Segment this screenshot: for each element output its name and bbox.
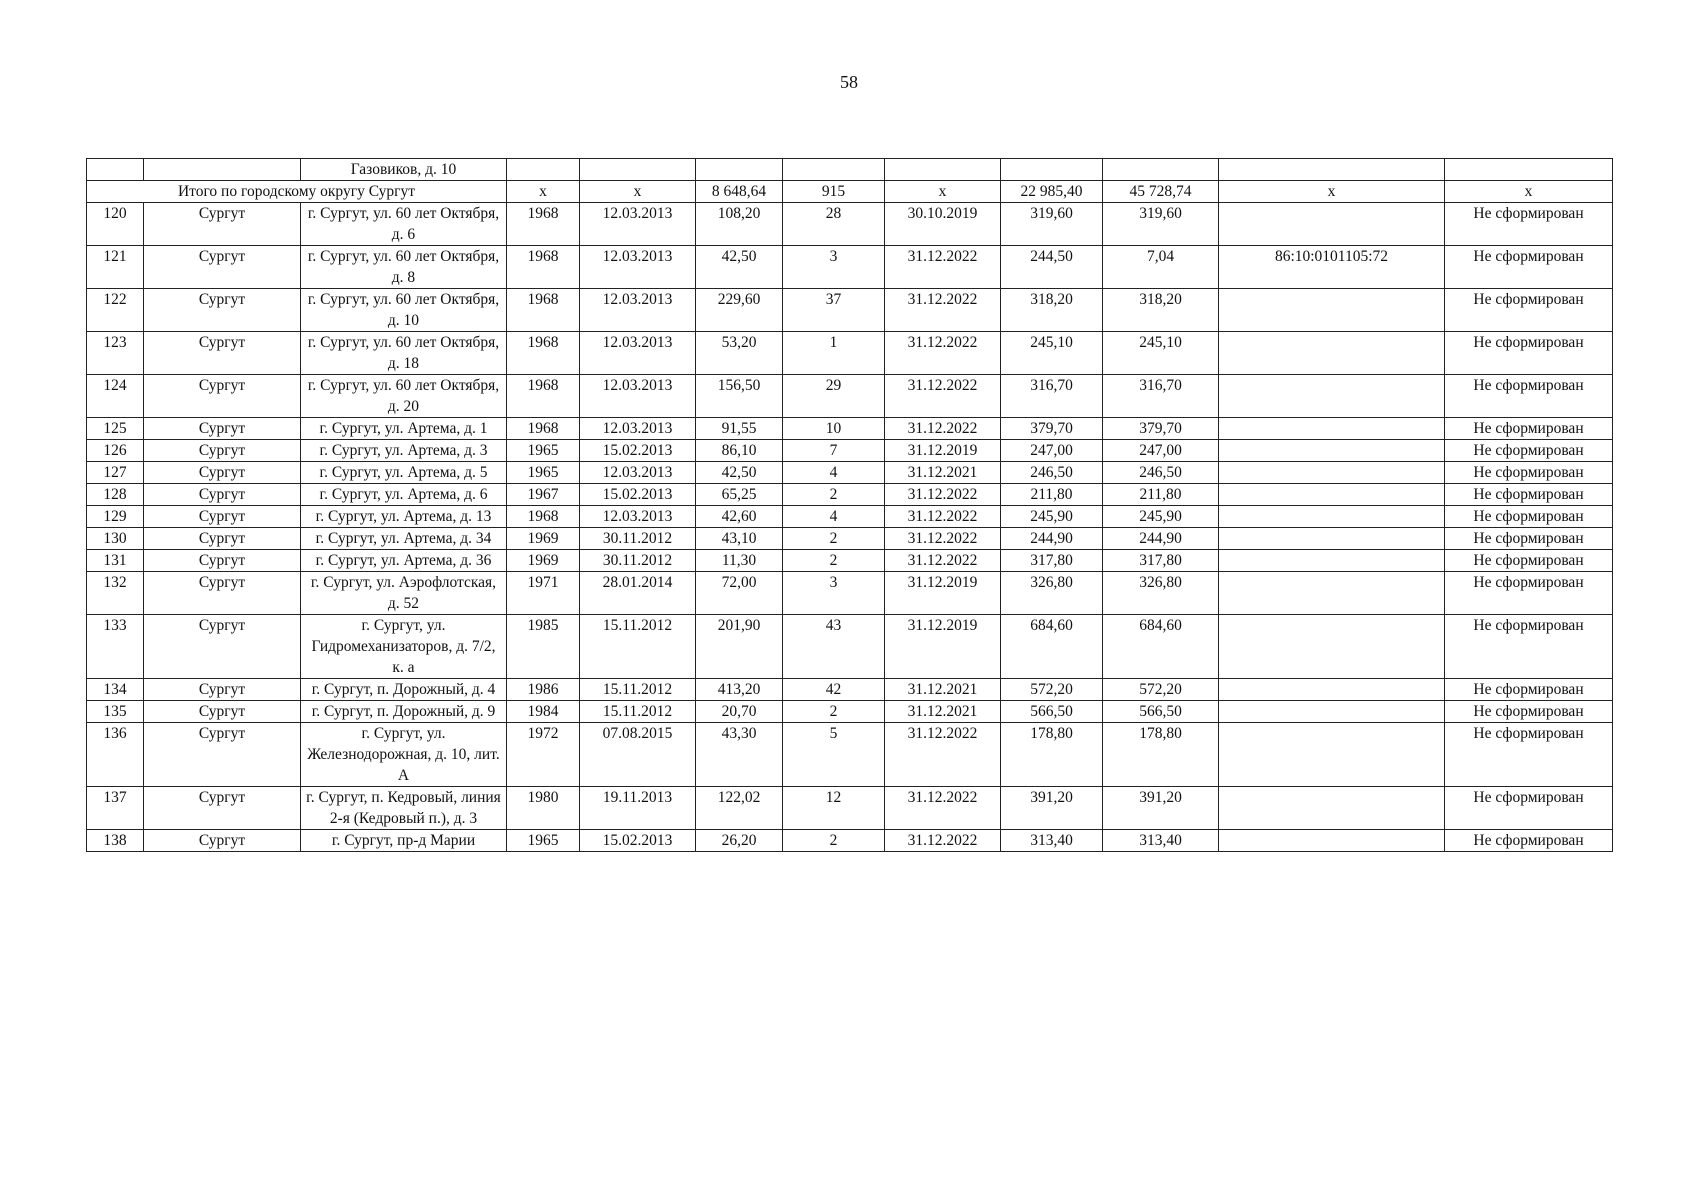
cell-city: Сургут bbox=[144, 830, 301, 852]
cell-area: 91,55 bbox=[696, 418, 783, 440]
total-count: 915 bbox=[783, 181, 885, 203]
cell-count: 5 bbox=[783, 723, 885, 787]
cell-deadline: 31.12.2022 bbox=[885, 528, 1001, 550]
cell-address: г. Сургут, ул. Гидромеханизаторов, д. 7/2, к. а bbox=[301, 615, 507, 679]
cell-count: 2 bbox=[783, 528, 885, 550]
cell-cadastral bbox=[1219, 506, 1445, 528]
cell-area: 201,90 bbox=[696, 615, 783, 679]
cell-area: 156,50 bbox=[696, 375, 783, 418]
table-row bbox=[87, 289, 1613, 332]
cell-date: 12.03.2013 bbox=[580, 203, 696, 246]
cell-area-living: 245,10 bbox=[1103, 332, 1219, 375]
cell-area-living: 245,90 bbox=[1103, 506, 1219, 528]
cell-count: 28 bbox=[783, 203, 885, 246]
cell-deadline: 31.12.2022 bbox=[885, 506, 1001, 528]
cell-status: Не сформирован bbox=[1445, 462, 1613, 484]
table-row bbox=[87, 246, 1613, 289]
cell-year: 1965 bbox=[507, 830, 580, 852]
cell-city: Сургут bbox=[144, 572, 301, 615]
cell-area-living: 211,80 bbox=[1103, 484, 1219, 506]
cell-count: 10 bbox=[783, 418, 885, 440]
total-area-total: 22 985,40 bbox=[1001, 181, 1103, 203]
cell-address: г. Сургут, п. Кедровый, линия 2-я (Кедровый п.), д. 3 bbox=[301, 787, 507, 830]
cell-date: 15.11.2012 bbox=[580, 615, 696, 679]
total-label: Итого по городскому округу Сургут bbox=[87, 181, 507, 203]
cell-address: г. Сургут, ул. Артема, д. 34 bbox=[301, 528, 507, 550]
cell-status: Не сформирован bbox=[1445, 723, 1613, 787]
cell-date: 12.03.2013 bbox=[580, 289, 696, 332]
cell-year: 1968 bbox=[507, 289, 580, 332]
cell-year: 1986 bbox=[507, 679, 580, 701]
cell-cadastral bbox=[1219, 572, 1445, 615]
table-row bbox=[87, 701, 1613, 723]
table-row bbox=[87, 462, 1613, 484]
cell-deadline: 31.12.2022 bbox=[885, 787, 1001, 830]
cell-area-living: 247,00 bbox=[1103, 440, 1219, 462]
cell-address: г. Сургут, ул. Железнодорожная, д. 10, лит. А bbox=[301, 723, 507, 787]
cell-count: 2 bbox=[783, 830, 885, 852]
cell-date: 12.03.2013 bbox=[580, 332, 696, 375]
cell-number: 132 bbox=[87, 572, 144, 615]
cell-deadline: 31.12.2019 bbox=[885, 572, 1001, 615]
total-date: х bbox=[580, 181, 696, 203]
cell-area-total: 245,90 bbox=[1001, 506, 1103, 528]
cell-cadastral bbox=[1219, 723, 1445, 787]
cell-address: г. Сургут, ул. Артема, д. 3 bbox=[301, 440, 507, 462]
cell-year: 1965 bbox=[507, 462, 580, 484]
cell-address: г. Сургут, ул. Артема, д. 13 bbox=[301, 506, 507, 528]
cell-date: 28.01.2014 bbox=[580, 572, 696, 615]
cell-area-living: 391,20 bbox=[1103, 787, 1219, 830]
cell-city: Сургут bbox=[144, 289, 301, 332]
cell-cadastral bbox=[1219, 332, 1445, 375]
cell-city: Сургут bbox=[144, 550, 301, 572]
cell-deadline: 31.12.2022 bbox=[885, 289, 1001, 332]
table-row bbox=[87, 787, 1613, 830]
cell-cadastral bbox=[1219, 418, 1445, 440]
cell-number: 134 bbox=[87, 679, 144, 701]
cell-status: Не сформирован bbox=[1445, 701, 1613, 723]
cell-cadastral: 86:10:0101105:72 bbox=[1219, 246, 1445, 289]
cell-city: Сургут bbox=[144, 787, 301, 830]
cell-year: 1972 bbox=[507, 723, 580, 787]
total-year: х bbox=[507, 181, 580, 203]
cell-count: 4 bbox=[783, 506, 885, 528]
total-area-living: 45 728,74 bbox=[1103, 181, 1219, 203]
cell-number: 130 bbox=[87, 528, 144, 550]
cell-area: 42,60 bbox=[696, 506, 783, 528]
cell-deadline: 31.12.2022 bbox=[885, 550, 1001, 572]
cell-area-total: 391,20 bbox=[1001, 787, 1103, 830]
cell-area: 86,10 bbox=[696, 440, 783, 462]
table-row bbox=[87, 572, 1613, 615]
cell-date: 30.11.2012 bbox=[580, 528, 696, 550]
cell-status: Не сформирован bbox=[1445, 679, 1613, 701]
cell-area-living: 572,20 bbox=[1103, 679, 1219, 701]
cell-area-total: 317,80 bbox=[1001, 550, 1103, 572]
cell-area: 53,20 bbox=[696, 332, 783, 375]
total-status: х bbox=[1445, 181, 1613, 203]
cell-area-total: 572,20 bbox=[1001, 679, 1103, 701]
cell-deadline: 31.12.2022 bbox=[885, 418, 1001, 440]
table-row bbox=[87, 203, 1613, 246]
cell-count: 43 bbox=[783, 615, 885, 679]
cell-area-total: 244,50 bbox=[1001, 246, 1103, 289]
cell-status: Не сформирован bbox=[1445, 506, 1613, 528]
table-row bbox=[87, 484, 1613, 506]
cell-deadline: 31.12.2019 bbox=[885, 440, 1001, 462]
cell-area-total: 379,70 bbox=[1001, 418, 1103, 440]
cell-status: Не сформирован bbox=[1445, 528, 1613, 550]
cell-area-living: 246,50 bbox=[1103, 462, 1219, 484]
cell-cadastral bbox=[1219, 830, 1445, 852]
cell-area: 42,50 bbox=[696, 462, 783, 484]
cell-city: Сургут bbox=[144, 723, 301, 787]
cell-area: 108,20 bbox=[696, 203, 783, 246]
cell-deadline: 31.12.2022 bbox=[885, 723, 1001, 787]
cell-date: 12.03.2013 bbox=[580, 418, 696, 440]
cell-city: Сургут bbox=[144, 375, 301, 418]
cell-deadline: 31.12.2021 bbox=[885, 679, 1001, 701]
table-row bbox=[87, 332, 1613, 375]
cell-city: Сургут bbox=[144, 332, 301, 375]
cell-area-total: 316,70 bbox=[1001, 375, 1103, 418]
cell-date: 19.11.2013 bbox=[580, 787, 696, 830]
cell-date: 15.11.2012 bbox=[580, 679, 696, 701]
cell-area-total: 178,80 bbox=[1001, 723, 1103, 787]
cell-address: г. Сургут, ул. Аэрофлотская, д. 52 bbox=[301, 572, 507, 615]
cell-address: г. Сургут, ул. 60 лет Октября, д. 10 bbox=[301, 289, 507, 332]
cell-area: 20,70 bbox=[696, 701, 783, 723]
cell-address: г. Сургут, п. Дорожный, д. 9 bbox=[301, 701, 507, 723]
table-row bbox=[87, 528, 1613, 550]
cell-address: г. Сургут, пр-д Марии bbox=[301, 830, 507, 852]
table-row bbox=[87, 615, 1613, 679]
cell-year: 1980 bbox=[507, 787, 580, 830]
cell-area: 122,02 bbox=[696, 787, 783, 830]
cell-deadline: 31.12.2022 bbox=[885, 484, 1001, 506]
cell-area: 11,30 bbox=[696, 550, 783, 572]
cell-count: 3 bbox=[783, 246, 885, 289]
table-row bbox=[87, 506, 1613, 528]
cell-city: Сургут bbox=[144, 418, 301, 440]
continuation-address: Газовиков, д. 10 bbox=[301, 159, 507, 181]
cell-address: г. Сургут, ул. 60 лет Октября, д. 6 bbox=[301, 203, 507, 246]
cell-year: 1967 bbox=[507, 484, 580, 506]
cell-address: г. Сургут, ул. Артема, д. 5 bbox=[301, 462, 507, 484]
cell-year: 1968 bbox=[507, 246, 580, 289]
cell-cadastral bbox=[1219, 440, 1445, 462]
cell-area-living: 178,80 bbox=[1103, 723, 1219, 787]
cell-date: 12.03.2013 bbox=[580, 375, 696, 418]
cell-area: 43,30 bbox=[696, 723, 783, 787]
cell-number: 138 bbox=[87, 830, 144, 852]
table-row bbox=[87, 723, 1613, 787]
cell-number: 133 bbox=[87, 615, 144, 679]
table-row bbox=[87, 830, 1613, 852]
cell-number: 120 bbox=[87, 203, 144, 246]
cell-date: 12.03.2013 bbox=[580, 462, 696, 484]
cell-year: 1968 bbox=[507, 375, 580, 418]
cell-number: 129 bbox=[87, 506, 144, 528]
cell-area-total: 246,50 bbox=[1001, 462, 1103, 484]
cell-count: 42 bbox=[783, 679, 885, 701]
cell-city: Сургут bbox=[144, 440, 301, 462]
cell-area-living: 317,80 bbox=[1103, 550, 1219, 572]
cell-count: 4 bbox=[783, 462, 885, 484]
cell-date: 12.03.2013 bbox=[580, 506, 696, 528]
cell-area: 42,50 bbox=[696, 246, 783, 289]
cell-area-living: 684,60 bbox=[1103, 615, 1219, 679]
cell-status: Не сформирован bbox=[1445, 246, 1613, 289]
table-row bbox=[87, 418, 1613, 440]
cell-year: 1969 bbox=[507, 528, 580, 550]
cell-number: 137 bbox=[87, 787, 144, 830]
cell-area: 72,00 bbox=[696, 572, 783, 615]
cell-number: 128 bbox=[87, 484, 144, 506]
cell-number: 123 bbox=[87, 332, 144, 375]
cell-address: г. Сургут, ул. Артема, д. 6 bbox=[301, 484, 507, 506]
cell-date: 15.02.2013 bbox=[580, 440, 696, 462]
cell-city: Сургут bbox=[144, 615, 301, 679]
cell-date: 15.11.2012 bbox=[580, 701, 696, 723]
cell-area: 26,20 bbox=[696, 830, 783, 852]
cell-status: Не сформирован bbox=[1445, 332, 1613, 375]
cell-area-total: 245,10 bbox=[1001, 332, 1103, 375]
cell-count: 7 bbox=[783, 440, 885, 462]
cell-number: 121 bbox=[87, 246, 144, 289]
cell-area-total: 247,00 bbox=[1001, 440, 1103, 462]
cell-deadline: 31.12.2021 bbox=[885, 462, 1001, 484]
cell-city: Сургут bbox=[144, 246, 301, 289]
total-deadline: х bbox=[885, 181, 1001, 203]
cell-city: Сургут bbox=[144, 203, 301, 246]
cell-area-total: 326,80 bbox=[1001, 572, 1103, 615]
cell-address: г. Сургут, ул. Артема, д. 1 bbox=[301, 418, 507, 440]
cell-date: 15.02.2013 bbox=[580, 484, 696, 506]
cell-city: Сургут bbox=[144, 462, 301, 484]
cell-year: 1984 bbox=[507, 701, 580, 723]
cell-area-living: 566,50 bbox=[1103, 701, 1219, 723]
cell-area-living: 318,20 bbox=[1103, 289, 1219, 332]
continuation-row bbox=[87, 159, 1613, 181]
cell-date: 12.03.2013 bbox=[580, 246, 696, 289]
cell-address: г. Сургут, ул. Артема, д. 36 bbox=[301, 550, 507, 572]
cell-number: 122 bbox=[87, 289, 144, 332]
cell-cadastral bbox=[1219, 484, 1445, 506]
cell-area-total: 319,60 bbox=[1001, 203, 1103, 246]
cell-count: 1 bbox=[783, 332, 885, 375]
cell-status: Не сформирован bbox=[1445, 418, 1613, 440]
cell-count: 12 bbox=[783, 787, 885, 830]
cell-status: Не сформирован bbox=[1445, 203, 1613, 246]
cell-city: Сургут bbox=[144, 528, 301, 550]
cell-address: г. Сургут, ул. 60 лет Октября, д. 18 bbox=[301, 332, 507, 375]
table-row bbox=[87, 679, 1613, 701]
table-row bbox=[87, 550, 1613, 572]
cell-area: 43,10 bbox=[696, 528, 783, 550]
table-row bbox=[87, 375, 1613, 418]
cell-year: 1965 bbox=[507, 440, 580, 462]
cell-area-total: 318,20 bbox=[1001, 289, 1103, 332]
cell-status: Не сформирован bbox=[1445, 375, 1613, 418]
cell-area-living: 7,04 bbox=[1103, 246, 1219, 289]
cell-area: 413,20 bbox=[696, 679, 783, 701]
cell-year: 1968 bbox=[507, 506, 580, 528]
cell-number: 127 bbox=[87, 462, 144, 484]
cell-number: 124 bbox=[87, 375, 144, 418]
cell-cadastral bbox=[1219, 615, 1445, 679]
cell-count: 2 bbox=[783, 701, 885, 723]
total-row bbox=[87, 181, 1613, 203]
cell-status: Не сформирован bbox=[1445, 289, 1613, 332]
cell-year: 1971 bbox=[507, 572, 580, 615]
cell-number: 126 bbox=[87, 440, 144, 462]
cell-number: 125 bbox=[87, 418, 144, 440]
cell-cadastral bbox=[1219, 550, 1445, 572]
cell-area-total: 313,40 bbox=[1001, 830, 1103, 852]
cell-address: г. Сургут, п. Дорожный, д. 4 bbox=[301, 679, 507, 701]
cell-year: 1968 bbox=[507, 418, 580, 440]
cell-number: 131 bbox=[87, 550, 144, 572]
cell-cadastral bbox=[1219, 787, 1445, 830]
cell-cadastral bbox=[1219, 289, 1445, 332]
cell-address: г. Сургут, ул. 60 лет Октября, д. 8 bbox=[301, 246, 507, 289]
cell-count: 29 bbox=[783, 375, 885, 418]
cell-area-total: 566,50 bbox=[1001, 701, 1103, 723]
cell-cadastral bbox=[1219, 375, 1445, 418]
cell-status: Не сформирован bbox=[1445, 550, 1613, 572]
cell-area-living: 319,60 bbox=[1103, 203, 1219, 246]
cell-status: Не сформирован bbox=[1445, 440, 1613, 462]
cell-deadline: 31.12.2022 bbox=[885, 332, 1001, 375]
cell-status: Не сформирован bbox=[1445, 484, 1613, 506]
cell-deadline: 31.12.2021 bbox=[885, 701, 1001, 723]
cell-year: 1985 bbox=[507, 615, 580, 679]
cell-city: Сургут bbox=[144, 506, 301, 528]
cell-area: 229,60 bbox=[696, 289, 783, 332]
cell-year: 1969 bbox=[507, 550, 580, 572]
cell-cadastral bbox=[1219, 462, 1445, 484]
cell-area-living: 313,40 bbox=[1103, 830, 1219, 852]
cell-date: 30.11.2012 bbox=[580, 550, 696, 572]
cell-status: Не сформирован bbox=[1445, 615, 1613, 679]
cell-city: Сургут bbox=[144, 484, 301, 506]
cell-deadline: 31.12.2022 bbox=[885, 246, 1001, 289]
cell-city: Сургут bbox=[144, 679, 301, 701]
total-cadastral: х bbox=[1219, 181, 1445, 203]
cell-date: 07.08.2015 bbox=[580, 723, 696, 787]
cell-area-living: 244,90 bbox=[1103, 528, 1219, 550]
table-row bbox=[87, 440, 1613, 462]
cell-cadastral bbox=[1219, 679, 1445, 701]
cell-count: 2 bbox=[783, 550, 885, 572]
cell-area: 65,25 bbox=[696, 484, 783, 506]
cell-number: 136 bbox=[87, 723, 144, 787]
cell-date: 15.02.2013 bbox=[580, 830, 696, 852]
page-number: 58 bbox=[840, 72, 858, 92]
cell-year: 1968 bbox=[507, 203, 580, 246]
cell-cadastral bbox=[1219, 203, 1445, 246]
cell-area-living: 316,70 bbox=[1103, 375, 1219, 418]
cell-count: 2 bbox=[783, 484, 885, 506]
cell-area-total: 684,60 bbox=[1001, 615, 1103, 679]
cell-status: Не сформирован bbox=[1445, 787, 1613, 830]
cell-deadline: 30.10.2019 bbox=[885, 203, 1001, 246]
cell-number: 135 bbox=[87, 701, 144, 723]
cell-status: Не сформирован bbox=[1445, 572, 1613, 615]
cell-deadline: 31.12.2022 bbox=[885, 375, 1001, 418]
cell-area-living: 326,80 bbox=[1103, 572, 1219, 615]
cell-status: Не сформирован bbox=[1445, 830, 1613, 852]
cell-deadline: 31.12.2022 bbox=[885, 830, 1001, 852]
cell-count: 37 bbox=[783, 289, 885, 332]
cell-count: 3 bbox=[783, 572, 885, 615]
cell-area-living: 379,70 bbox=[1103, 418, 1219, 440]
cell-cadastral bbox=[1219, 701, 1445, 723]
cell-cadastral bbox=[1219, 528, 1445, 550]
cell-address: г. Сургут, ул. 60 лет Октября, д. 20 bbox=[301, 375, 507, 418]
cell-area-total: 211,80 bbox=[1001, 484, 1103, 506]
cell-area-total: 244,90 bbox=[1001, 528, 1103, 550]
cell-deadline: 31.12.2019 bbox=[885, 615, 1001, 679]
registry-table bbox=[86, 158, 1613, 852]
cell-year: 1968 bbox=[507, 332, 580, 375]
cell-city: Сургут bbox=[144, 701, 301, 723]
total-area: 8 648,64 bbox=[696, 181, 783, 203]
